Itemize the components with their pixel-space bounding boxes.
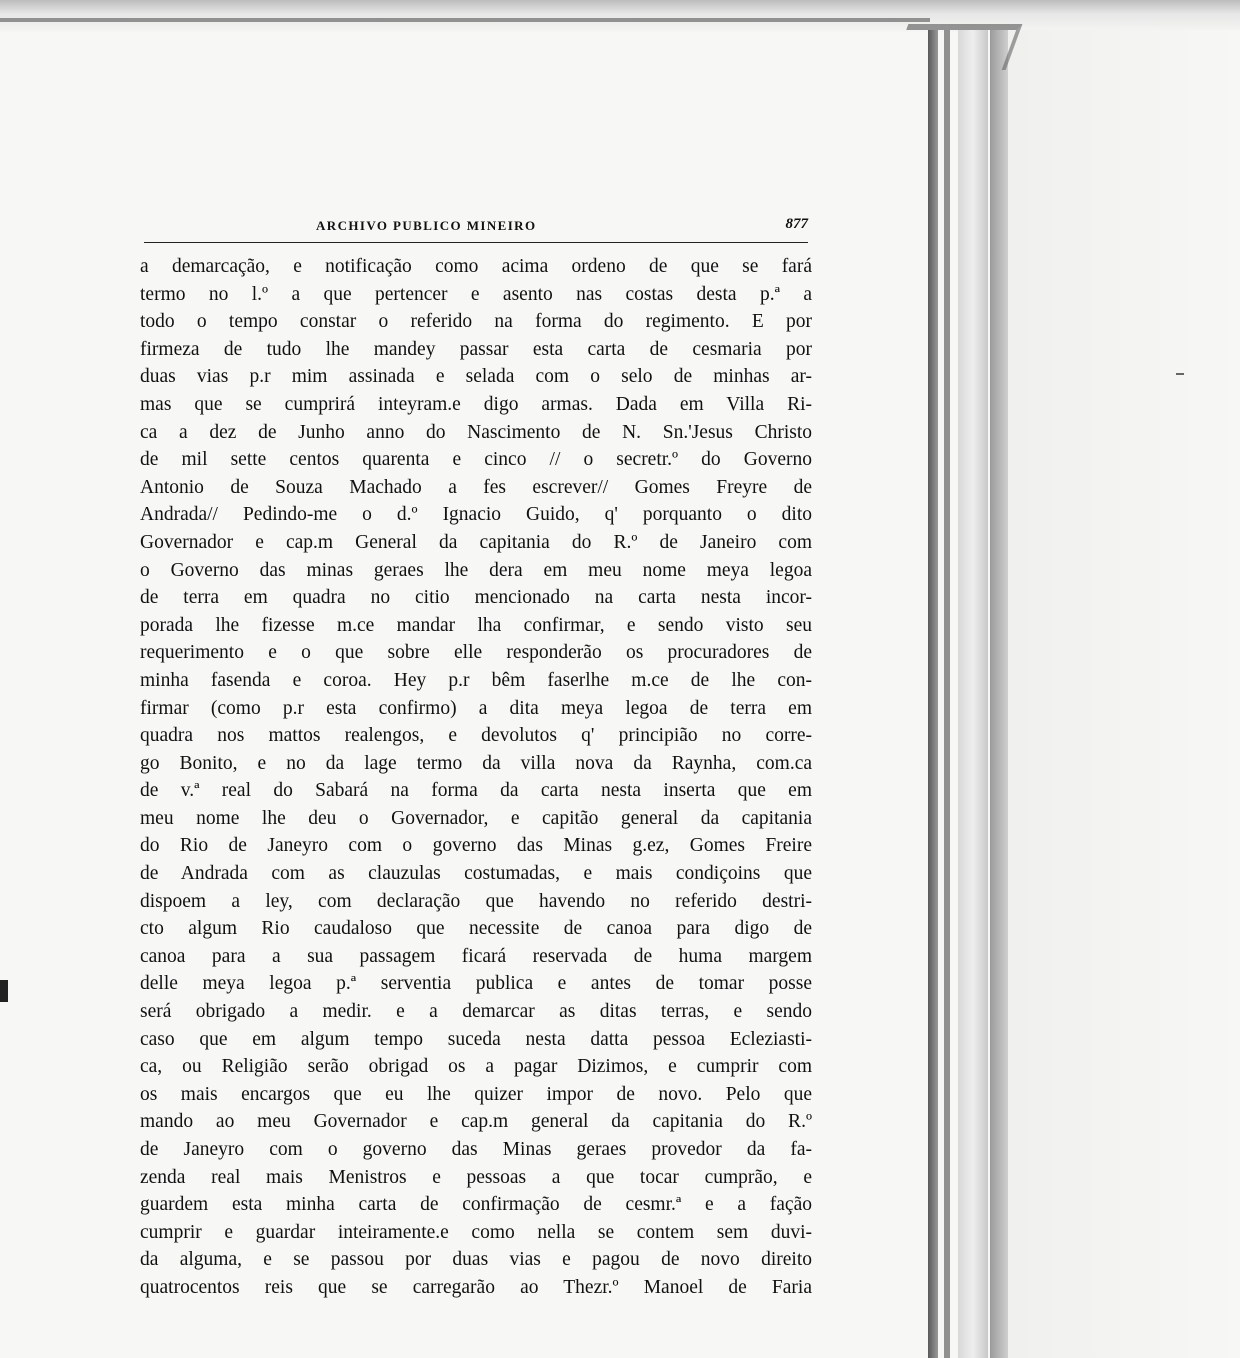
book-page [140,210,812,1302]
scan-artifact [1176,373,1184,375]
text-line: de Andrada com as clauzulas costumadas, e mais condiçoins que [140,863,812,885]
text-line: go Bonito, e no da lage termo da villa nova da Raynha, com.ca [140,752,812,774]
text-line: Governador e cap.m General da capitania do R.º de Janeiro com [140,531,812,553]
text-line: de v.ª real do Sabará na forma da carta nesta inserta que em [140,780,812,802]
text-line: firmeza de tudo lhe mandey passar esta carta de cesmaria por [140,338,812,360]
text-line: cumprir e guardar inteiramente.e como nella se contem sem duvi- [140,1221,812,1243]
text-line: o Governo das minas geraes lhe dera em meu nome meya legoa [140,559,812,581]
text-line: guardem esta minha carta de confirmação de cesmr.ª e a fação [140,1194,812,1216]
book-page-edge [990,30,1008,1358]
text-line: de terra em quadra no citio mencionado na carta nesta incor- [140,587,812,609]
text-line: caso que em algum tempo suceda nesta datta pessoa Ecleziasti- [140,1028,812,1050]
text-line: zenda real mais Menistros e pessoas a que tocar cumprão, e [140,1166,812,1188]
text-line: canoa para a sua passagem ficará reservada de huma margem [140,945,812,967]
text-line: os mais encargos que eu lhe quizer impor de novo. Pelo que [140,1083,812,1105]
text-line: firmar (como p.r esta confirmo) a dita meya legoa de terra em [140,697,812,719]
book-page-edge [958,30,988,1358]
running-title: ARCHIVO PUBLICO MINEIRO [316,218,537,233]
text-line: quatrocentos reis que se carregarão ao Thezr.º Manoel de Faria [140,1276,812,1298]
text-line: Andrada// Pedindo-me o d.º Ignacio Guido, q' porquanto o dito [140,504,812,526]
text-line: termo no l.º a que pertencer e asento nas costas desta p.ª a [140,283,812,305]
text-line: duas vias p.r mim assinada e selada com o selo de minhas ar- [140,366,812,388]
text-line: será obrigado a medir. e a demarcar as ditas terras, e sendo [140,1001,812,1023]
book-page-edge [928,30,938,1358]
body-text [140,253,812,1302]
running-head [140,210,812,242]
text-line: a demarcação, e notificação como acima ordeno de que se fará [140,256,812,277]
page-number: 877 [785,216,808,232]
text-line: requerimento e o que sobre elle responderão os procuradores de [140,642,812,664]
text-line: ca a dez de Junho anno do Nascimento de N. Sn.'Jesus Christo [140,421,812,443]
text-line: dispoem a ley, com declaração que havendo no referido destri- [140,890,812,912]
scan-top-shadow [0,0,1240,34]
book-page-edge [944,30,950,1358]
text-line: meu nome lhe deu o Governador, e capitão general da capitania [140,807,812,829]
text-line: minha fasenda e coroa. Hey p.r bêm faserlhe m.ce de lhe con- [140,669,812,691]
text-line: Antonio de Souza Machado a fes escrever// Gomes Freyre de [140,476,812,498]
book-corner [892,24,1023,70]
header-rule [144,242,808,243]
text-line: ca, ou Religião serão obrigad os a pagar Dizimos, e cumprir com [140,1056,812,1078]
text-line: de mil sette centos quarenta e cinco // o secretr.º do Governo [140,449,812,471]
scan-artifact [0,980,8,1002]
scan-top-line [0,18,930,22]
text-line: todo o tempo constar o referido na forma do regimento. E por [140,311,812,333]
text-line: porada lhe fizesse m.ce mandar lha confirmar, e sendo visto seu [140,614,812,636]
text-line: de Janeyro com o governo das Minas geraes provedor da fa- [140,1139,812,1160]
text-line: mas que se cumprirá inteyram.e digo armas. Dada em Villa Ri- [140,393,812,415]
text-line: quadra nos mattos realengos, e devolutos q' principião no corre- [140,725,812,747]
text-line: da alguma, e se passou por duas vias e pagou de novo direito [140,1249,812,1271]
text-line: delle meya legoa p.ª serventia publica e antes de tomar posse [140,973,812,995]
text-line: mando ao meu Governador e cap.m general da capitania do R.º [140,1111,812,1133]
text-line: do Rio de Janeyro com o governo das Minas g.ez, Gomes Freire [140,835,812,857]
scan-margin [1008,30,1240,1358]
text-line: cto algum Rio caudaloso que necessite de canoa para digo de [140,918,812,940]
